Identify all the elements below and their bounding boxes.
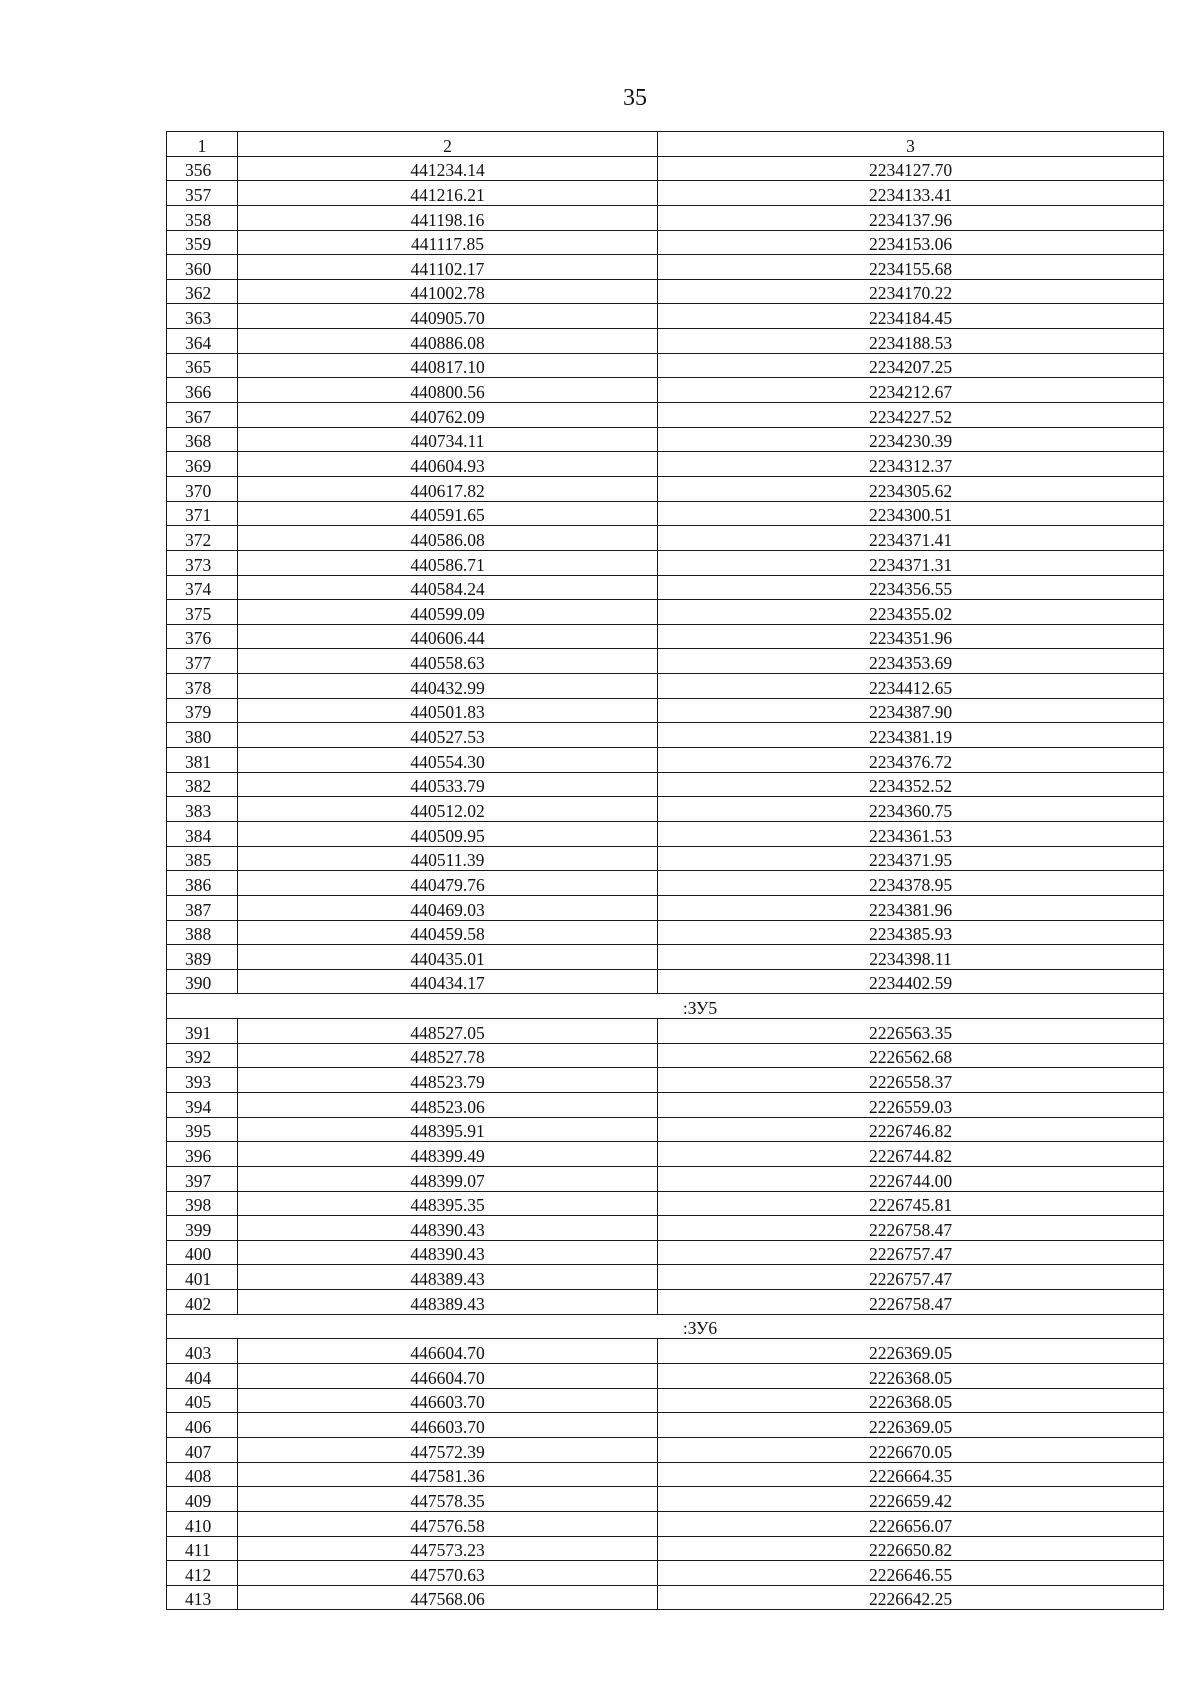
table-row	[167, 1290, 1164, 1315]
x-coordinate-cell: 440762.09	[238, 403, 658, 428]
point-number-cell: 398	[167, 1191, 238, 1216]
point-number-cell: 358	[167, 205, 238, 230]
y-coordinate-cell: 2226757.47	[658, 1265, 1164, 1290]
table-row	[167, 649, 1164, 674]
point-number-cell: 390	[167, 969, 238, 994]
point-number-cell: 411	[167, 1536, 238, 1561]
table-row	[167, 698, 1164, 723]
y-coordinate-cell: 2226670.05	[658, 1437, 1164, 1462]
point-number-cell: 372	[167, 526, 238, 551]
y-coordinate-cell: 2226558.37	[658, 1068, 1164, 1093]
y-coordinate-cell: 2234381.96	[658, 895, 1164, 920]
table-row	[167, 304, 1164, 329]
point-number-cell: 386	[167, 871, 238, 896]
y-coordinate-cell: 2234398.11	[658, 945, 1164, 970]
x-coordinate-cell: 441102.17	[238, 255, 658, 280]
point-number-cell: 364	[167, 329, 238, 354]
table-row	[167, 797, 1164, 822]
table-row	[167, 969, 1164, 994]
table-row	[167, 920, 1164, 945]
x-coordinate-cell: 440886.08	[238, 329, 658, 354]
table-row	[167, 1339, 1164, 1364]
point-number-cell: 371	[167, 501, 238, 526]
y-coordinate-cell: 2226369.05	[658, 1413, 1164, 1438]
x-coordinate-cell: 448399.07	[238, 1166, 658, 1191]
y-coordinate-cell: 2234371.95	[658, 846, 1164, 871]
column-header-2: 2	[238, 132, 658, 157]
y-coordinate-cell: 2234137.96	[658, 205, 1164, 230]
y-coordinate-cell: 2234353.69	[658, 649, 1164, 674]
x-coordinate-cell: 446603.70	[238, 1388, 658, 1413]
point-number-cell: 410	[167, 1511, 238, 1536]
x-coordinate-cell: 448389.43	[238, 1265, 658, 1290]
x-coordinate-cell: 447573.23	[238, 1536, 658, 1561]
y-coordinate-cell: 2226746.82	[658, 1117, 1164, 1142]
table-row	[167, 846, 1164, 871]
table-row	[167, 1019, 1164, 1044]
point-number-cell: 377	[167, 649, 238, 674]
y-coordinate-cell: 2226758.47	[658, 1290, 1164, 1315]
table-row	[167, 1561, 1164, 1586]
column-header-1: 1	[167, 132, 238, 157]
point-number-cell: 365	[167, 353, 238, 378]
point-number-cell: 401	[167, 1265, 238, 1290]
column-header-3: 3	[658, 132, 1164, 157]
point-number-cell: 370	[167, 476, 238, 501]
y-coordinate-cell: 2226758.47	[658, 1216, 1164, 1241]
x-coordinate-cell: 440558.63	[238, 649, 658, 674]
point-number-cell: 360	[167, 255, 238, 280]
table-row	[167, 772, 1164, 797]
y-coordinate-cell: 2234412.65	[658, 674, 1164, 699]
section-header-row	[167, 1314, 1164, 1339]
table-row	[167, 871, 1164, 896]
y-coordinate-cell: 2234230.39	[658, 427, 1164, 452]
point-number-cell: 396	[167, 1142, 238, 1167]
y-coordinate-cell: 2226745.81	[658, 1191, 1164, 1216]
y-coordinate-cell: 2226646.55	[658, 1561, 1164, 1586]
x-coordinate-cell: 440604.93	[238, 452, 658, 477]
x-coordinate-cell: 440586.71	[238, 550, 658, 575]
y-coordinate-cell: 2234361.53	[658, 821, 1164, 846]
table-row	[167, 575, 1164, 600]
x-coordinate-cell: 448390.43	[238, 1216, 658, 1241]
y-coordinate-cell: 2226664.35	[658, 1462, 1164, 1487]
y-coordinate-cell: 2226757.47	[658, 1240, 1164, 1265]
table-row	[167, 1240, 1164, 1265]
point-number-cell: 413	[167, 1585, 238, 1610]
x-coordinate-cell: 440501.83	[238, 698, 658, 723]
page-number: 35	[623, 85, 647, 111]
y-coordinate-cell: 2226659.42	[658, 1487, 1164, 1512]
table-row	[167, 945, 1164, 970]
y-coordinate-cell: 2234212.67	[658, 378, 1164, 403]
table-row	[167, 1585, 1164, 1610]
point-number-cell: 373	[167, 550, 238, 575]
x-coordinate-cell: 440511.39	[238, 846, 658, 871]
x-coordinate-cell: 441198.16	[238, 205, 658, 230]
x-coordinate-cell: 448395.91	[238, 1117, 658, 1142]
table-row	[167, 156, 1164, 181]
point-number-cell: 378	[167, 674, 238, 699]
table-row	[167, 1216, 1164, 1241]
y-coordinate-cell: 2226559.03	[658, 1092, 1164, 1117]
table-row	[167, 1388, 1164, 1413]
table-row	[167, 1536, 1164, 1561]
y-coordinate-cell: 2234352.52	[658, 772, 1164, 797]
y-coordinate-cell: 2234127.70	[658, 156, 1164, 181]
table-row	[167, 427, 1164, 452]
point-number-cell: 362	[167, 279, 238, 304]
x-coordinate-cell: 447570.63	[238, 1561, 658, 1586]
x-coordinate-cell: 441234.14	[238, 156, 658, 181]
y-coordinate-cell: 2226656.07	[658, 1511, 1164, 1536]
y-coordinate-cell: 2226369.05	[658, 1339, 1164, 1364]
section-header-row	[167, 994, 1164, 1019]
table-row	[167, 1413, 1164, 1438]
table-row	[167, 550, 1164, 575]
x-coordinate-cell: 448523.06	[238, 1092, 658, 1117]
point-number-cell: 384	[167, 821, 238, 846]
x-coordinate-cell: 447572.39	[238, 1437, 658, 1462]
x-coordinate-cell: 440617.82	[238, 476, 658, 501]
y-coordinate-cell: 2234355.02	[658, 600, 1164, 625]
x-coordinate-cell: 440606.44	[238, 624, 658, 649]
point-number-cell: 383	[167, 797, 238, 822]
point-number-cell: 397	[167, 1166, 238, 1191]
table-row	[167, 1511, 1164, 1536]
point-number-cell: 404	[167, 1364, 238, 1389]
point-number-cell: 381	[167, 748, 238, 773]
x-coordinate-cell: 440435.01	[238, 945, 658, 970]
x-coordinate-cell: 441216.21	[238, 181, 658, 206]
table-row	[167, 329, 1164, 354]
point-number-cell: 408	[167, 1462, 238, 1487]
y-coordinate-cell: 2234371.31	[658, 550, 1164, 575]
x-coordinate-cell: 448399.49	[238, 1142, 658, 1167]
coordinates-table	[166, 131, 1164, 1610]
x-coordinate-cell: 448523.79	[238, 1068, 658, 1093]
x-coordinate-cell: 448395.35	[238, 1191, 658, 1216]
point-number-cell: 385	[167, 846, 238, 871]
x-coordinate-cell: 440512.02	[238, 797, 658, 822]
point-number-cell: 405	[167, 1388, 238, 1413]
point-number-cell: 387	[167, 895, 238, 920]
y-coordinate-cell: 2234351.96	[658, 624, 1164, 649]
table-row	[167, 895, 1164, 920]
y-coordinate-cell: 2234170.22	[658, 279, 1164, 304]
point-number-cell: 357	[167, 181, 238, 206]
table-row	[167, 1092, 1164, 1117]
point-number-cell: 379	[167, 698, 238, 723]
y-coordinate-cell: 2226744.82	[658, 1142, 1164, 1167]
x-coordinate-cell: 440434.17	[238, 969, 658, 994]
x-coordinate-cell: 447581.36	[238, 1462, 658, 1487]
section-label: :ЗУ6	[167, 1314, 1164, 1339]
y-coordinate-cell: 2234184.45	[658, 304, 1164, 329]
point-number-cell: 403	[167, 1339, 238, 1364]
x-coordinate-cell: 440432.99	[238, 674, 658, 699]
table-row	[167, 674, 1164, 699]
table-body	[167, 156, 1164, 1610]
y-coordinate-cell: 2226744.00	[658, 1166, 1164, 1191]
y-coordinate-cell: 2234360.75	[658, 797, 1164, 822]
point-number-cell: 395	[167, 1117, 238, 1142]
x-coordinate-cell: 440584.24	[238, 575, 658, 600]
x-coordinate-cell: 441002.78	[238, 279, 658, 304]
table-row	[167, 279, 1164, 304]
point-number-cell: 402	[167, 1290, 238, 1315]
table-row	[167, 1117, 1164, 1142]
table-row	[167, 255, 1164, 280]
y-coordinate-cell: 2234188.53	[658, 329, 1164, 354]
table-row	[167, 624, 1164, 649]
x-coordinate-cell: 440533.79	[238, 772, 658, 797]
x-coordinate-cell: 446604.70	[238, 1339, 658, 1364]
x-coordinate-cell: 448527.05	[238, 1019, 658, 1044]
point-number-cell: 369	[167, 452, 238, 477]
y-coordinate-cell: 2226650.82	[658, 1536, 1164, 1561]
point-number-cell: 407	[167, 1437, 238, 1462]
x-coordinate-cell: 447576.58	[238, 1511, 658, 1536]
y-coordinate-cell: 2234153.06	[658, 230, 1164, 255]
y-coordinate-cell: 2234402.59	[658, 969, 1164, 994]
point-number-cell: 368	[167, 427, 238, 452]
point-number-cell: 366	[167, 378, 238, 403]
x-coordinate-cell: 440734.11	[238, 427, 658, 452]
x-coordinate-cell: 448390.43	[238, 1240, 658, 1265]
y-coordinate-cell: 2234300.51	[658, 501, 1164, 526]
y-coordinate-cell: 2234227.52	[658, 403, 1164, 428]
y-coordinate-cell: 2234381.19	[658, 723, 1164, 748]
table-row	[167, 526, 1164, 551]
table-row	[167, 600, 1164, 625]
point-number-cell: 412	[167, 1561, 238, 1586]
table-row	[167, 1043, 1164, 1068]
table-row	[167, 452, 1164, 477]
x-coordinate-cell: 446604.70	[238, 1364, 658, 1389]
point-number-cell: 388	[167, 920, 238, 945]
point-number-cell: 409	[167, 1487, 238, 1512]
x-coordinate-cell: 440905.70	[238, 304, 658, 329]
x-coordinate-cell: 440800.56	[238, 378, 658, 403]
table-row	[167, 403, 1164, 428]
point-number-cell: 394	[167, 1092, 238, 1117]
point-number-cell: 399	[167, 1216, 238, 1241]
x-coordinate-cell: 440527.53	[238, 723, 658, 748]
table-row	[167, 1142, 1164, 1167]
table-row	[167, 1364, 1164, 1389]
point-number-cell: 382	[167, 772, 238, 797]
y-coordinate-cell: 2234385.93	[658, 920, 1164, 945]
x-coordinate-cell: 440599.09	[238, 600, 658, 625]
x-coordinate-cell: 448389.43	[238, 1290, 658, 1315]
table-row	[167, 205, 1164, 230]
point-number-cell: 391	[167, 1019, 238, 1044]
table-row	[167, 723, 1164, 748]
table-row	[167, 476, 1164, 501]
point-number-cell: 406	[167, 1413, 238, 1438]
y-coordinate-cell: 2234133.41	[658, 181, 1164, 206]
table-row	[167, 1265, 1164, 1290]
y-coordinate-cell: 2226368.05	[658, 1364, 1164, 1389]
y-coordinate-cell: 2234356.55	[658, 575, 1164, 600]
table-row	[167, 1191, 1164, 1216]
point-number-cell: 367	[167, 403, 238, 428]
point-number-cell: 363	[167, 304, 238, 329]
y-coordinate-cell: 2234378.95	[658, 871, 1164, 896]
x-coordinate-cell: 447578.35	[238, 1487, 658, 1512]
x-coordinate-cell: 440459.58	[238, 920, 658, 945]
x-coordinate-cell: 446603.70	[238, 1413, 658, 1438]
y-coordinate-cell: 2226642.25	[658, 1585, 1164, 1610]
y-coordinate-cell: 2226368.05	[658, 1388, 1164, 1413]
x-coordinate-cell: 440817.10	[238, 353, 658, 378]
y-coordinate-cell: 2234387.90	[658, 698, 1164, 723]
point-number-cell: 400	[167, 1240, 238, 1265]
y-coordinate-cell: 2234376.72	[658, 748, 1164, 773]
table-row	[167, 821, 1164, 846]
point-number-cell: 389	[167, 945, 238, 970]
point-number-cell: 359	[167, 230, 238, 255]
table-header-row	[167, 132, 1164, 157]
x-coordinate-cell: 440591.65	[238, 501, 658, 526]
y-coordinate-cell: 2234305.62	[658, 476, 1164, 501]
x-coordinate-cell: 440509.95	[238, 821, 658, 846]
x-coordinate-cell: 440479.76	[238, 871, 658, 896]
point-number-cell: 380	[167, 723, 238, 748]
x-coordinate-cell: 440586.08	[238, 526, 658, 551]
y-coordinate-cell: 2234371.41	[658, 526, 1164, 551]
x-coordinate-cell: 440554.30	[238, 748, 658, 773]
point-number-cell: 393	[167, 1068, 238, 1093]
table-row	[167, 748, 1164, 773]
y-coordinate-cell: 2234312.37	[658, 452, 1164, 477]
point-number-cell: 376	[167, 624, 238, 649]
table-row	[167, 1437, 1164, 1462]
point-number-cell: 356	[167, 156, 238, 181]
table-row	[167, 181, 1164, 206]
x-coordinate-cell: 441117.85	[238, 230, 658, 255]
table-row	[167, 1462, 1164, 1487]
table-row	[167, 501, 1164, 526]
table-row	[167, 1487, 1164, 1512]
point-number-cell: 374	[167, 575, 238, 600]
table-row	[167, 230, 1164, 255]
section-label: :ЗУ5	[167, 994, 1164, 1019]
table-row	[167, 378, 1164, 403]
y-coordinate-cell: 2226563.35	[658, 1019, 1164, 1044]
point-number-cell: 392	[167, 1043, 238, 1068]
y-coordinate-cell: 2234207.25	[658, 353, 1164, 378]
table-row	[167, 353, 1164, 378]
y-coordinate-cell: 2234155.68	[658, 255, 1164, 280]
point-number-cell: 375	[167, 600, 238, 625]
x-coordinate-cell: 440469.03	[238, 895, 658, 920]
table-row	[167, 1068, 1164, 1093]
y-coordinate-cell: 2226562.68	[658, 1043, 1164, 1068]
x-coordinate-cell: 448527.78	[238, 1043, 658, 1068]
table-row	[167, 1166, 1164, 1191]
x-coordinate-cell: 447568.06	[238, 1585, 658, 1610]
